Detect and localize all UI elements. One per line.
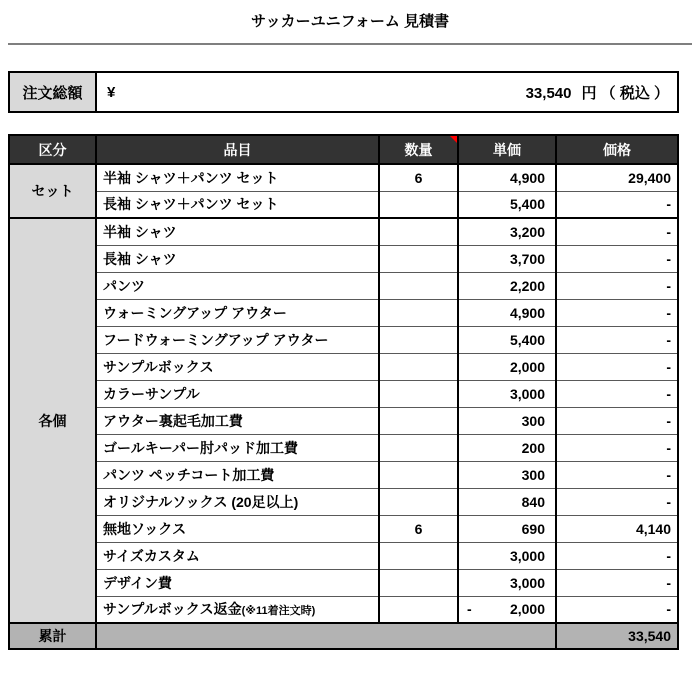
header-item: 品目 <box>96 135 379 164</box>
table-row <box>9 353 678 380</box>
table-row <box>9 380 678 407</box>
price-cell: - <box>556 245 678 272</box>
item-label: 長袖 シャツ <box>103 250 177 267</box>
page-title: サッカーユニフォーム 見積書 <box>250 13 450 30</box>
grand-total-row <box>9 623 678 649</box>
order-total-row <box>9 72 678 112</box>
order-total-amount-group <box>526 82 669 103</box>
minus-sign: - <box>467 601 472 618</box>
table-row <box>9 569 678 596</box>
item-cell <box>96 407 379 434</box>
unit-price-cell: 300 <box>458 461 556 488</box>
item-label: 半袖 シャツ＋パンツ セット <box>103 169 279 186</box>
header-row <box>9 135 678 164</box>
unit-price-cell: 690 <box>458 515 556 542</box>
grand-total-spacer <box>96 623 556 649</box>
qty-cell <box>379 218 458 245</box>
qty-cell <box>379 434 458 461</box>
item-cell <box>96 272 379 299</box>
item-label: ウォーミングアップ アウター <box>103 304 287 321</box>
item-cell <box>96 380 379 407</box>
qty-cell <box>379 380 458 407</box>
qty-cell <box>379 191 458 218</box>
header-unit-price: 単価 <box>458 135 556 164</box>
item-cell <box>96 515 379 542</box>
price-cell: - <box>556 461 678 488</box>
table-row <box>9 218 678 245</box>
item-cell <box>96 164 379 191</box>
item-cell <box>96 299 379 326</box>
unit-price-cell: 3,200 <box>458 218 556 245</box>
table-row <box>9 326 678 353</box>
comment-indicator-icon <box>450 136 457 143</box>
item-label: 無地ソックス <box>103 520 187 537</box>
unit-price-cell: 4,900 <box>458 164 556 191</box>
title-divider <box>8 43 692 45</box>
item-label: オリジナルソックス (20足以上) <box>103 493 299 510</box>
table-row <box>9 407 678 434</box>
price-cell: - <box>556 218 678 245</box>
header-qty: 数量 <box>379 135 458 164</box>
qty-cell: 6 <box>379 164 458 191</box>
price-cell: - <box>556 596 678 623</box>
table-row <box>9 299 678 326</box>
unit-price-cell: 840 <box>458 488 556 515</box>
item-label: アウター裏起毛加工費 <box>103 412 243 429</box>
price-cell: - <box>556 569 678 596</box>
table-row <box>9 245 678 272</box>
unit-price-cell: 300 <box>458 407 556 434</box>
item-label: デザイン費 <box>103 574 173 591</box>
qty-cell <box>379 353 458 380</box>
qty-cell <box>379 272 458 299</box>
item-label: 長袖 シャツ＋パンツ セット <box>103 196 279 213</box>
order-total-value <box>97 82 677 103</box>
qty-cell <box>379 245 458 272</box>
quotation-table <box>8 134 679 650</box>
currency-symbol: ¥ <box>107 83 116 101</box>
price-cell: - <box>556 488 678 515</box>
item-cell <box>96 596 379 623</box>
qty-cell <box>379 299 458 326</box>
order-total-box <box>8 71 679 113</box>
order-total-amount: 33,540 <box>525 84 572 102</box>
unit-price-cell <box>458 596 556 623</box>
table-row <box>9 596 678 623</box>
item-cell <box>96 245 379 272</box>
grand-total-price: 33,540 <box>556 623 678 649</box>
price-cell: - <box>556 191 678 218</box>
qty-cell <box>379 461 458 488</box>
table-row <box>9 515 678 542</box>
item-label: サンプルボックス返金 <box>103 601 242 618</box>
table-row <box>9 434 678 461</box>
table-row <box>9 542 678 569</box>
item-label: 半袖 シャツ <box>103 223 177 240</box>
item-cell <box>96 218 379 245</box>
item-label: パンツ <box>103 277 145 294</box>
unit-price-cell: 3,000 <box>458 380 556 407</box>
item-label: ゴールキーパー肘パッド加工費 <box>103 439 299 456</box>
unit-price-cell: 200 <box>458 434 556 461</box>
item-cell <box>96 191 379 218</box>
unit-price-negative <box>459 601 555 617</box>
price-cell: - <box>556 542 678 569</box>
item-label: サイズカスタム <box>103 547 200 564</box>
header-category: 区分 <box>9 135 96 164</box>
unit-price-cell: 3,000 <box>458 569 556 596</box>
table-row <box>9 164 678 191</box>
unit-price-cell: 5,400 <box>458 191 556 218</box>
price-cell: - <box>556 326 678 353</box>
item-cell <box>96 353 379 380</box>
unit-price-value: 2,000 <box>509 601 545 618</box>
price-cell: - <box>556 434 678 461</box>
price-cell: - <box>556 272 678 299</box>
unit-price-cell: 5,400 <box>458 326 556 353</box>
item-label: パンツ ペッチコート加工費 <box>103 466 275 483</box>
qty-cell <box>379 542 458 569</box>
price-cell: - <box>556 299 678 326</box>
price-cell: - <box>556 380 678 407</box>
qty-cell <box>379 326 458 353</box>
qty-cell: 6 <box>379 515 458 542</box>
price-cell: 29,400 <box>556 164 678 191</box>
header-price: 価格 <box>556 135 678 164</box>
item-cell <box>96 434 379 461</box>
item-label: カラーサンプル <box>103 385 200 402</box>
table-row <box>9 272 678 299</box>
order-total-suffix: 円 （ 税込 ） <box>581 84 669 102</box>
qty-cell <box>379 488 458 515</box>
order-total-label: 注文総額 <box>9 72 96 112</box>
item-cell <box>96 461 379 488</box>
grand-total-label: 累計 <box>9 623 96 649</box>
item-cell <box>96 326 379 353</box>
unit-price-cell: 2,000 <box>458 353 556 380</box>
item-note: (※11着注文時) <box>241 605 316 618</box>
table-body <box>9 164 678 649</box>
price-cell: 4,140 <box>556 515 678 542</box>
item-cell <box>96 542 379 569</box>
unit-price-cell: 4,900 <box>458 299 556 326</box>
price-cell: - <box>556 353 678 380</box>
table-row <box>9 488 678 515</box>
qty-cell <box>379 407 458 434</box>
price-cell: - <box>556 407 678 434</box>
item-cell <box>96 569 379 596</box>
unit-price-cell: 3,700 <box>458 245 556 272</box>
item-label: フードウォーミングアップ アウター <box>103 331 329 348</box>
qty-cell <box>379 569 458 596</box>
category-cell: 各個 <box>9 218 96 623</box>
order-total-value-cell <box>96 72 678 112</box>
item-label: サンプルボックス <box>103 358 214 375</box>
unit-price-cell: 3,000 <box>458 542 556 569</box>
category-cell: セット <box>9 164 96 218</box>
unit-price-cell: 2,200 <box>458 272 556 299</box>
item-cell <box>96 488 379 515</box>
table-header <box>9 135 678 164</box>
table-row <box>9 461 678 488</box>
qty-cell <box>379 596 458 623</box>
table-row <box>9 191 678 218</box>
